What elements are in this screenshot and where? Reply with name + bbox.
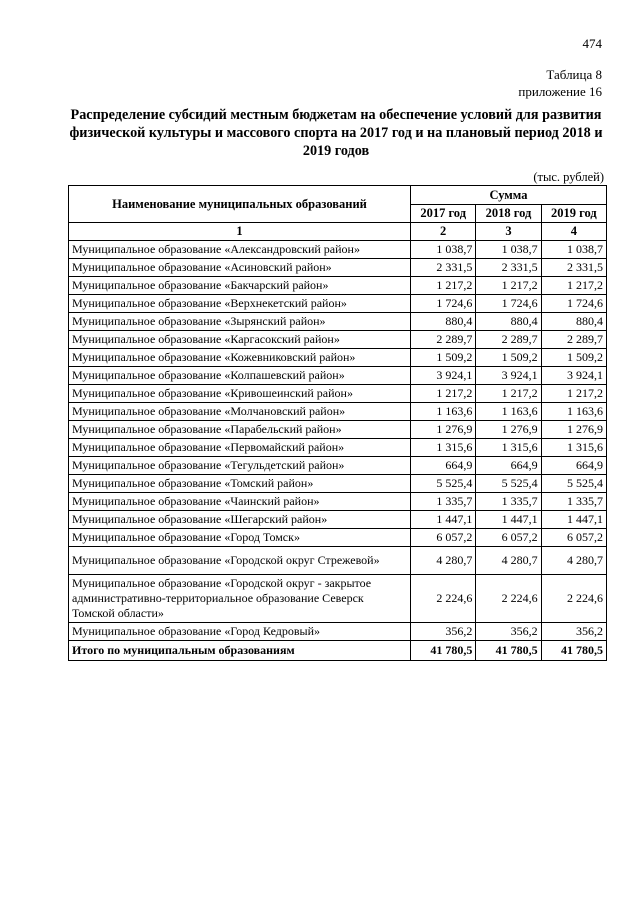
amount-2018: 2 331,5 (476, 259, 541, 277)
units-label: (тыс. рублей) (533, 170, 604, 184)
amount-2019: 1 276,9 (541, 421, 606, 439)
total-label: Итого по муниципальным образованиям (69, 641, 411, 661)
amount-2017: 4 280,7 (411, 547, 476, 575)
amount-2018: 6 057,2 (476, 529, 541, 547)
amount-2018: 1 509,2 (476, 349, 541, 367)
amount-2018: 3 924,1 (476, 367, 541, 385)
header-municipality: Наименование муниципальных образований (69, 186, 411, 223)
amount-2019: 1 217,2 (541, 277, 606, 295)
amount-2019: 5 525,4 (541, 475, 606, 493)
municipality-name: Муниципальное образование «Бакчарский район» (69, 277, 411, 295)
amount-2017: 6 057,2 (411, 529, 476, 547)
municipality-name: Муниципальное образование «Чаинский район» (69, 493, 411, 511)
column-number: 1 (69, 223, 411, 241)
municipality-name: Муниципальное образование «Городской округ Стрежевой» (69, 547, 411, 575)
column-number: 4 (541, 223, 606, 241)
amount-2019: 2 331,5 (541, 259, 606, 277)
municipality-name: Муниципальное образование «Колпашевский район» (69, 367, 411, 385)
municipality-name: Муниципальное образование «Александровский район» (69, 241, 411, 259)
amount-2018: 356,2 (476, 623, 541, 641)
column-number: 3 (476, 223, 541, 241)
municipality-name: Муниципальное образование «Асиновский район» (69, 259, 411, 277)
amount-2017: 1 163,6 (411, 403, 476, 421)
table-row (69, 349, 607, 367)
municipality-name: Муниципальное образование «Молчановский район» (69, 403, 411, 421)
amount-2019: 1 163,6 (541, 403, 606, 421)
table-row (69, 547, 607, 575)
municipality-name: Муниципальное образование «Тегульдетский район» (69, 457, 411, 475)
amount-2017: 5 525,4 (411, 475, 476, 493)
amount-2017: 3 924,1 (411, 367, 476, 385)
amount-2018: 4 280,7 (476, 547, 541, 575)
amount-2019: 1 447,1 (541, 511, 606, 529)
header-year-2018: 2018 год (476, 205, 541, 223)
header-sum: Сумма (411, 186, 607, 205)
table-row (69, 403, 607, 421)
amount-2018: 1 276,9 (476, 421, 541, 439)
table-row (69, 529, 607, 547)
table-row (69, 367, 607, 385)
amount-2019: 2 289,7 (541, 331, 606, 349)
amount-2017: 2 331,5 (411, 259, 476, 277)
amount-2017: 1 217,2 (411, 385, 476, 403)
amount-2017: 1 335,7 (411, 493, 476, 511)
municipality-name: Муниципальное образование «Каргасокский район» (69, 331, 411, 349)
amount-2019: 2 224,6 (541, 575, 606, 623)
municipality-name: Муниципальное образование «Первомайский район» (69, 439, 411, 457)
amount-2018: 1 038,7 (476, 241, 541, 259)
amount-2019: 1 315,6 (541, 439, 606, 457)
table-row (69, 575, 607, 623)
total-2018: 41 780,5 (476, 641, 541, 661)
municipality-name: Муниципальное образование «Парабельский район» (69, 421, 411, 439)
table-row (69, 623, 607, 641)
table-row (69, 511, 607, 529)
table-row (69, 277, 607, 295)
municipality-name: Муниципальное образование «Городской округ - закрытое административно-территориальное образование Северск Томской области» (69, 575, 411, 623)
column-number-row (69, 223, 607, 241)
table-row (69, 385, 607, 403)
total-row (69, 641, 607, 661)
table-row (69, 457, 607, 475)
table-row (69, 259, 607, 277)
amount-2019: 6 057,2 (541, 529, 606, 547)
header-year-2019: 2019 год (541, 205, 606, 223)
amount-2017: 664,9 (411, 457, 476, 475)
amount-2018: 1 724,6 (476, 295, 541, 313)
amount-2018: 5 525,4 (476, 475, 541, 493)
municipality-name: Муниципальное образование «Верхнекетский район» (69, 295, 411, 313)
table-reference (518, 66, 602, 100)
amount-2017: 1 509,2 (411, 349, 476, 367)
amount-2018: 880,4 (476, 313, 541, 331)
amount-2018: 1 447,1 (476, 511, 541, 529)
amount-2019: 1 335,7 (541, 493, 606, 511)
table-label: Таблица 8 (546, 67, 602, 82)
table-row (69, 241, 607, 259)
table-body (69, 241, 607, 641)
table-row (69, 331, 607, 349)
page-number: 474 (582, 36, 602, 51)
amount-2019: 1 038,7 (541, 241, 606, 259)
amount-2019: 880,4 (541, 313, 606, 331)
amount-2017: 1 315,6 (411, 439, 476, 457)
amount-2019: 1 509,2 (541, 349, 606, 367)
amount-2019: 3 924,1 (541, 367, 606, 385)
amount-2017: 1 447,1 (411, 511, 476, 529)
amount-2017: 1 276,9 (411, 421, 476, 439)
amount-2017: 2 289,7 (411, 331, 476, 349)
amount-2019: 1 724,6 (541, 295, 606, 313)
header-year-2017: 2017 год (411, 205, 476, 223)
amount-2018: 1 315,6 (476, 439, 541, 457)
municipality-name: Муниципальное образование «Кожевниковский район» (69, 349, 411, 367)
amount-2018: 2 224,6 (476, 575, 541, 623)
table-row (69, 439, 607, 457)
municipality-name: Муниципальное образование «Кривошеинский район» (69, 385, 411, 403)
municipality-name: Муниципальное образование «Город Кедровый» (69, 623, 411, 641)
amount-2017: 880,4 (411, 313, 476, 331)
total-2017: 41 780,5 (411, 641, 476, 661)
amount-2017: 1 038,7 (411, 241, 476, 259)
amount-2018: 1 217,2 (476, 385, 541, 403)
municipality-name: Муниципальное образование «Город Томск» (69, 529, 411, 547)
total-2019: 41 780,5 (541, 641, 606, 661)
table-row (69, 493, 607, 511)
table-row (69, 421, 607, 439)
municipality-name: Муниципальное образование «Шегарский район» (69, 511, 411, 529)
amount-2017: 2 224,6 (411, 575, 476, 623)
amount-2018: 1 217,2 (476, 277, 541, 295)
amount-2017: 1 724,6 (411, 295, 476, 313)
municipality-name: Муниципальное образование «Томский район» (69, 475, 411, 493)
municipality-name: Муниципальное образование «Зырянский район» (69, 313, 411, 331)
column-number: 2 (411, 223, 476, 241)
amount-2017: 356,2 (411, 623, 476, 641)
amount-2019: 664,9 (541, 457, 606, 475)
table-row (69, 475, 607, 493)
appendix-label: приложение 16 (518, 84, 602, 99)
amount-2017: 1 217,2 (411, 277, 476, 295)
amount-2019: 1 217,2 (541, 385, 606, 403)
amount-2019: 4 280,7 (541, 547, 606, 575)
table-row (69, 295, 607, 313)
subsidy-table (68, 185, 607, 661)
amount-2018: 2 289,7 (476, 331, 541, 349)
amount-2018: 1 335,7 (476, 493, 541, 511)
table-row (69, 313, 607, 331)
amount-2018: 664,9 (476, 457, 541, 475)
amount-2018: 1 163,6 (476, 403, 541, 421)
amount-2019: 356,2 (541, 623, 606, 641)
document-title: Распределение субсидий местным бюджетам на обеспечение условий для развития физической культуры и массового спорта на 2017 год и на плановый период 2018 и 2019 годов (69, 107, 603, 159)
